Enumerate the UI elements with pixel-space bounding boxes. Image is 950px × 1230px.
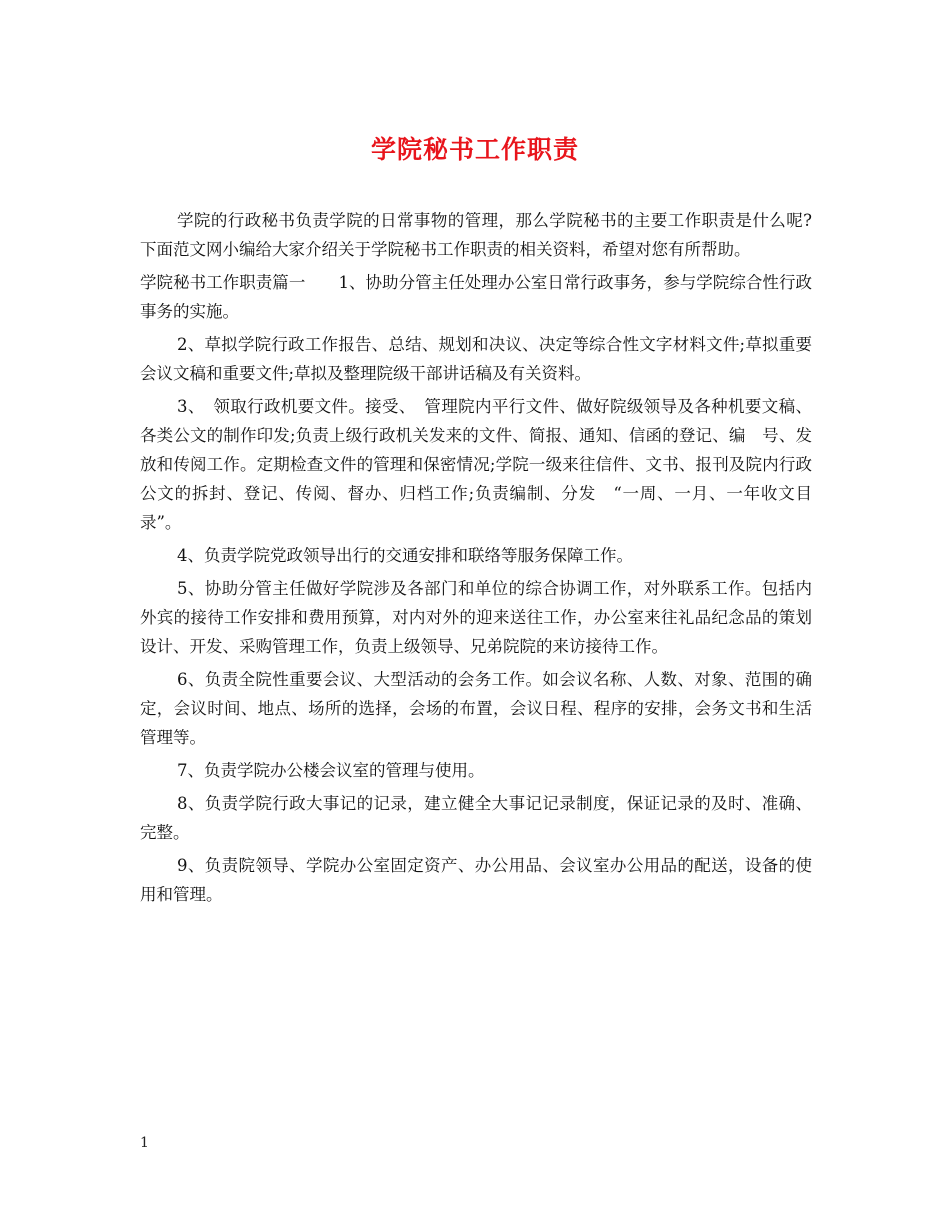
document-title: 学院秘书工作职责 bbox=[370, 135, 579, 164]
paragraph-section-heading: 学院秘书工作职责篇一 1、协助分管主任处理办公室日常行政事务，参与学院综合性行政事务的实施。 bbox=[140, 273, 812, 321]
paragraph-item-8: 8、负责学院行政大事记的记录，建立健全大事记记录制度，保证记录的及时、准确、完整。 bbox=[140, 794, 812, 842]
paragraph-item-2: 2、草拟学院行政工作报告、总结、规划和决议、决定等综合性文字材料文件;草拟重要会议文稿和重要文件;草拟及整理院级干部讲话稿及有关资料。 bbox=[140, 335, 812, 383]
page-number: 1 bbox=[140, 1135, 149, 1151]
paragraph-item-7: 7、负责学院办公楼会议室的管理与使用。 bbox=[177, 761, 485, 780]
document-body bbox=[140, 206, 812, 913]
paragraph-item-9: 9、负责院领导、学院办公室固定资产、办公用品、会议室办公用品的配送，设备的使用和管理。 bbox=[140, 856, 812, 904]
paragraph-item-3: 3、 领取行政机要文件。接受、 管理院内平行文件、做好院级领导及各种机要文稿、各类公文的制作印发;负责上级行政机关发来的文件、简报、通知、信函的登记、编 号、发放和传阅工作。定期检查文件的管理和保密情况;学院一级来往信件、文书、报刊及院内行政公文的拆封、登记、传阅、督办、归档工作;负责编制、分发 “一周、一月、一年收文目录”。 bbox=[140, 397, 812, 532]
paragraph-item-4: 4、负责学院党政领导出行的交通安排和联络等服务保障工作。 bbox=[177, 546, 633, 565]
paragraph-item-6: 6、负责全院性重要会议、大型活动的会务工作。如会议名称、人数、对象、范围的确定，会议时间、地点、场所的选择，会场的布置，会议日程、程序的安排，会务文书和生活管理等。 bbox=[140, 670, 812, 747]
paragraph-intro: 学院的行政秘书负责学院的日常事物的管理，那么学院秘书的主要工作职责是什么呢?下面范文网小编给大家介绍关于学院秘书工作职责的相关资料，希望对您有所帮助。 bbox=[140, 211, 812, 259]
paragraph-item-5: 5、协助分管主任做好学院涉及各部门和单位的综合协调工作，对外联系工作。包括内外宾的接待工作安排和费用预算，对内对外的迎来送往工作，办公室来往礼品纪念品的策划设计、开发、采购管理工作，负责上级领导、兄弟院院的来访接待工作。 bbox=[140, 579, 812, 656]
